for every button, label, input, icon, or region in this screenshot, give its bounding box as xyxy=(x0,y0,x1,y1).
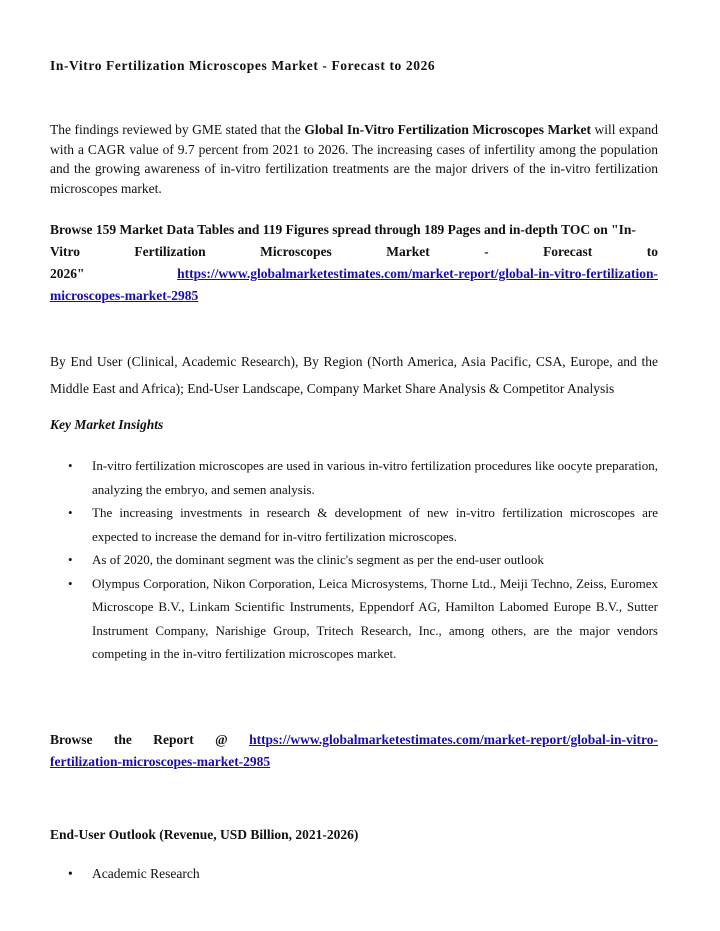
list-item xyxy=(50,501,658,548)
bullet-icon: • xyxy=(68,575,73,591)
intro-market-name: Global In-Vitro Fertilization Microscopes Market xyxy=(304,122,592,137)
browse-report-line-1 xyxy=(50,729,658,751)
toc-report-link[interactable]: https://www.globalmarketestimates.com/market-report/global-in-vitro-fertilization- xyxy=(177,266,658,281)
intro-paragraph xyxy=(50,120,658,198)
bullet-icon: • xyxy=(68,458,73,473)
browse-report-word: Report xyxy=(153,732,194,747)
outlook-heading: End-User Outlook (Revenue, USD Billion, 2021-2026) xyxy=(50,827,359,842)
insights-heading: Key Market Insights xyxy=(50,417,164,432)
outlook-list xyxy=(50,864,658,884)
bullet-icon: • xyxy=(68,552,73,567)
browse-toc-line-2 xyxy=(50,241,658,263)
page-title: In-Vitro Fertilization Microscopes Market - Forecast to 2026 xyxy=(50,58,436,73)
insight-text: Olympus Corporation, Nikon Corporation, Leica Microsystems, Thorne Ltd., Meiji Techno, Zeiss, Euromex Microscope B.V., Linkam Scientific Instruments, Eppendorf AG, Hamilton Labomed Europe B.V., Sutter Instrument Company, Narishige Group, Tritech Research, Inc., among others, are the major vendors competing in the in-vitro fertilization microscopes market. xyxy=(92,575,658,661)
browse-toc-text: Browse 159 Market Data Tables and 119 Figures spread through 189 Pages and in-depth TOC on "In- xyxy=(50,222,636,237)
list-item xyxy=(50,864,658,884)
browse-toc-word: Fertilization xyxy=(134,244,206,259)
browse-toc-word: - xyxy=(484,244,489,259)
browse-toc-line-3 xyxy=(50,263,658,285)
intro-text-after: will expand with a CAGR value of 9.7 percent from 2021 to 2026. The increasing cases of infertility among the population and the growing awareness of in-vitro fertilization treatments are the major drivers of the in-vitro fertilization microscopes market. xyxy=(50,122,658,196)
insight-text: As of 2020, the dominant segment was the clinic's segment as per the end-user outlook xyxy=(92,552,544,567)
intro-text-before: The findings reviewed by GME stated that the xyxy=(50,122,305,137)
insight-text: In-vitro fertilization microscopes are used in various in-vitro fertilization procedures like oocyte preparation, analyzing the embryo, and semen analysis. xyxy=(92,458,658,497)
browse-toc-year: 2026" xyxy=(50,266,85,281)
browse-toc-word: to xyxy=(646,244,658,259)
report-link[interactable]: https://www.globalmarketestimates.com/market-report/global-in-vitro- xyxy=(249,732,658,747)
browse-report-line-2 xyxy=(50,751,658,773)
outlook-item-text: Academic Research xyxy=(92,866,200,881)
browse-toc-word: Vitro xyxy=(50,244,80,259)
bullet-icon: • xyxy=(68,866,73,881)
insights-list xyxy=(50,454,658,666)
browse-toc-line-1 xyxy=(50,219,658,241)
segmentation-paragraph: By End User (Clinical, Academic Research), By Region (North America, Asia Pacific, CSA, Europe, and the Middle East and Africa); End-User Landscape, Company Market Share Analysis & Competitor Analysis xyxy=(50,354,658,396)
browse-report-word: Browse xyxy=(50,732,93,747)
browse-toc-word: Microscopes xyxy=(260,244,332,259)
report-link-continued[interactable]: fertilization-microscopes-market-2985 xyxy=(50,754,271,769)
toc-report-link-continued[interactable]: microscopes-market-2985 xyxy=(50,288,199,303)
list-item xyxy=(50,548,658,572)
browse-toc-line-4 xyxy=(50,285,658,307)
list-item xyxy=(50,572,658,666)
insight-text: The increasing investments in research & development of new in-vitro fertilization microscopes are expected to increase the demand for in-vitro fertilization microscopes. xyxy=(92,505,658,544)
browse-toc-word: Market xyxy=(386,244,430,259)
list-item xyxy=(50,454,658,501)
browse-report-word: @ xyxy=(215,732,228,747)
browse-report-word: the xyxy=(113,732,132,747)
bullet-icon: • xyxy=(68,505,73,520)
browse-toc-word: Forecast xyxy=(543,244,593,259)
browse-report-paragraph xyxy=(50,729,658,773)
browse-toc-paragraph xyxy=(50,219,658,307)
